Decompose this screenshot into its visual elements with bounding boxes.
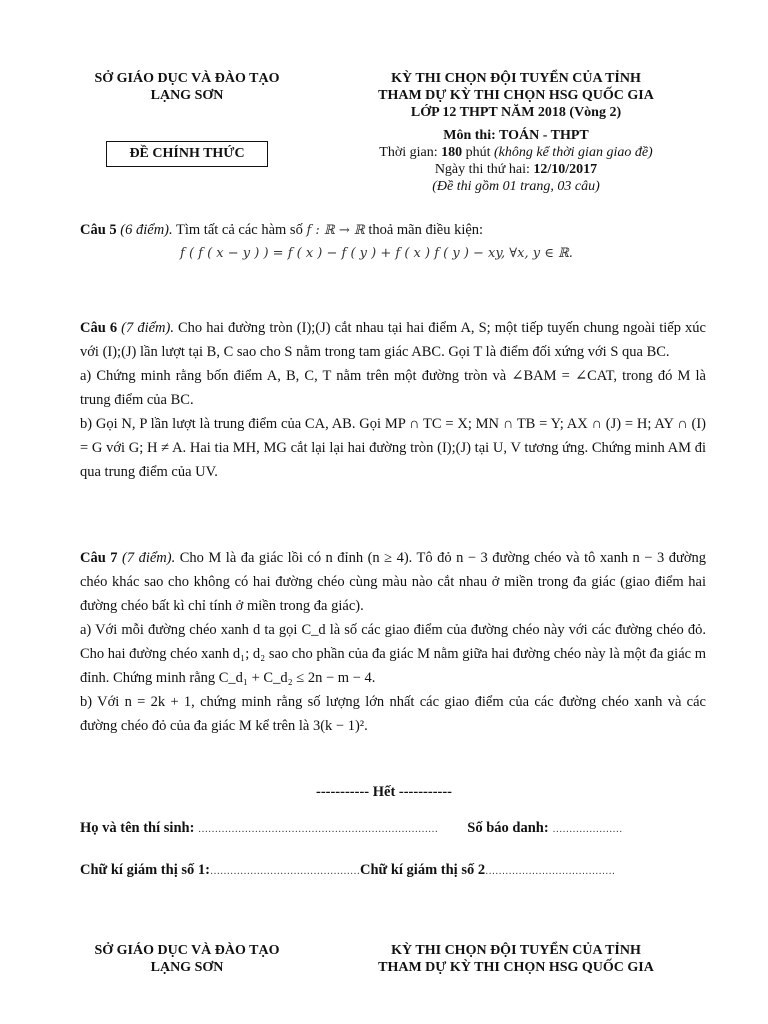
- supervisor-signature-row: [80, 862, 706, 879]
- question-6-label: Câu 6: [80, 320, 118, 336]
- candidate-name-label: Họ và tên thí sinh:: [80, 820, 195, 836]
- candidate-name-dots: ………………………………………………………………: [198, 824, 439, 835]
- exam-pages-note: (Đề thi gồm 01 trang, 03 câu): [432, 179, 600, 194]
- official-exam-box: ĐỀ CHÍNH THỨC: [106, 141, 268, 167]
- question-7-part-a: a) Với mỗi đường chéo xanh d ta gọi C_d là số các giao điểm của đường chéo này với các đường chéo đỏ. Cho hai đường chéo xanh d₁; d₂ sao cho phần của đa giác M nằm giữa hai đường chéo này là một đa giác m đỉnh. Chứng minh rằng C_d₁ + C_d₂ ≤ 2n − m − 4.: [80, 622, 706, 686]
- exam-title-line3: LỚP 12 THPT NĂM 2018 (Vòng 2): [410, 105, 622, 120]
- question-6-part-a: a) Chứng minh rằng bốn điểm A, B, C, T nằm trên một đường tròn và ∠BAM = ∠CAT, trong đó M là trung điểm của BC.: [80, 368, 706, 408]
- question-6: Câu 6 (7 điểm). Cho hai đường tròn (I);(J) cắt nhau tại hai điểm A, S; một tiếp tuyến chung ngoài tiếp xúc với (I);(J) lần lượt tại B, C sao cho S nằm trong tam giác ABC. Gọi T là điểm đối xứng với S qua BC. a) Chứng minh rằng bốn điểm A, B, C, T nằm trên một đường tròn và ∠BAM = ∠CAT, trong đó M là trung điểm của BC. b) Gọi N, P lần lượt là trung điểm của CA, AB. Gọi MP ∩ TC = X; MN ∩ TB = Y; AX ∩ (J) = H; AY ∩ (I) = G với G; H ≠ A. Hai tia MH, MG cắt lại lại hai đường tròn (I);(J) tại U, V tương ứng. Chứng minh AM đi qua trung điểm của UV.: [80, 316, 706, 484]
- footer-exam: [330, 942, 702, 976]
- end-marker: ----------- Hết -----------: [315, 784, 453, 800]
- supervisor-1-dots: ………………………………………: [209, 866, 360, 877]
- exam-date: Ngày thi thứ hai: 12/10/2017: [434, 162, 598, 177]
- supervisor-2-label: Chữ kí giám thị số 2: [359, 862, 486, 878]
- footer-department-name: SỞ GIÁO DỤC VÀ ĐÀO TẠO: [94, 943, 280, 958]
- question-7: Câu 7 (7 điểm). Cho M là đa giác lồi có n đỉnh (n ≥ 4). Tô đỏ n − 3 đường chéo và tô xanh n − 3 đường chéo khác sao cho không có hai đường chéo cùng màu nào cắt nhau ở miền trong đa giác (giao điểm hai đường chéo bất kì chỉ tính ở miền trong đa giác). a) Với mỗi đường chéo xanh d ta gọi C_d là số các giao điểm của đường chéo này với các đường chéo đỏ. Cho hai đường chéo xanh d₁; d₂ sao cho phần của đa giác M nằm giữa hai đường chéo này là một đa giác m đỉnh. Chứng minh rằng C_d₁ + C_d₂ ≤ 2n − m − 4. b) Với n = 2k + 1, chứng minh rằng số lượng lớn nhất các giao điểm của các đường chéo xanh và các đường chéo đỏ của đa giác M kể trên là 3(k − 1)².: [80, 546, 706, 738]
- department-name: SỞ GIÁO DỤC VÀ ĐÀO TẠO: [94, 71, 280, 86]
- footer-exam-line2: THAM DỰ KỲ THI CHỌN HSG QUỐC GIA: [378, 960, 654, 975]
- candidate-info-row: [80, 820, 706, 837]
- footer-department: [72, 942, 302, 976]
- supervisor-1-label: Chữ kí giám thị số 1:: [80, 862, 210, 878]
- province-name: LẠNG SƠN: [150, 88, 224, 103]
- exam-time: Thời gian: 180 phút (không kể thời gian giao đề): [379, 145, 653, 160]
- question-5: Câu 5 (6 điểm). Tìm tất cả các hàm số f : ℝ → ℝ thoả mãn điều kiện:: [80, 222, 484, 238]
- question-7-label: Câu 7: [80, 550, 118, 566]
- supervisor-2-dots: …………………………………: [485, 866, 616, 877]
- exam-subject: Môn thi: TOÁN - THPT: [443, 128, 589, 143]
- footer-province-name: LẠNG SƠN: [150, 960, 224, 975]
- question-7-part-b: b) Với n = 2k + 1, chứng minh rằng số lượng lớn nhất các giao điểm của các đường chéo xanh và các đường chéo đỏ của đa giác M kể trên là 3(k − 1)².: [80, 694, 706, 734]
- question-6-part-b: b) Gọi N, P lần lượt là trung điểm của CA, AB. Gọi MP ∩ TC = X; MN ∩ TB = Y; AX ∩ (J) = H; AY ∩ (I) = G với G; H ≠ A. Hai tia MH, MG cắt lại lại hai đường tròn (I);(J) tại U, V tương ứng. Chứng minh AM đi qua trung điểm của UV.: [80, 416, 706, 480]
- footer-exam-line1: KỲ THI CHỌN ĐỘI TUYỂN CỦA TỈNH: [391, 943, 641, 958]
- candidate-id-label: Số báo danh:: [467, 820, 549, 836]
- question-5-formula: f ( f ( x − y ) ) = f ( x ) − f ( y ) + f ( x ) f ( y ) − xy, ∀x, y ∈ ℝ.: [180, 246, 573, 261]
- exam-title-line1: KỲ THI CHỌN ĐỘI TUYỂN CỦA TỈNH: [391, 71, 641, 86]
- candidate-id-dots: …………………: [552, 824, 623, 835]
- question-5-label: Câu 5: [80, 222, 117, 238]
- exam-header: [330, 70, 702, 195]
- exam-title-line2: THAM DỰ KỲ THI CHỌN HSG QUỐC GIA: [378, 88, 654, 103]
- department-header: [72, 70, 302, 104]
